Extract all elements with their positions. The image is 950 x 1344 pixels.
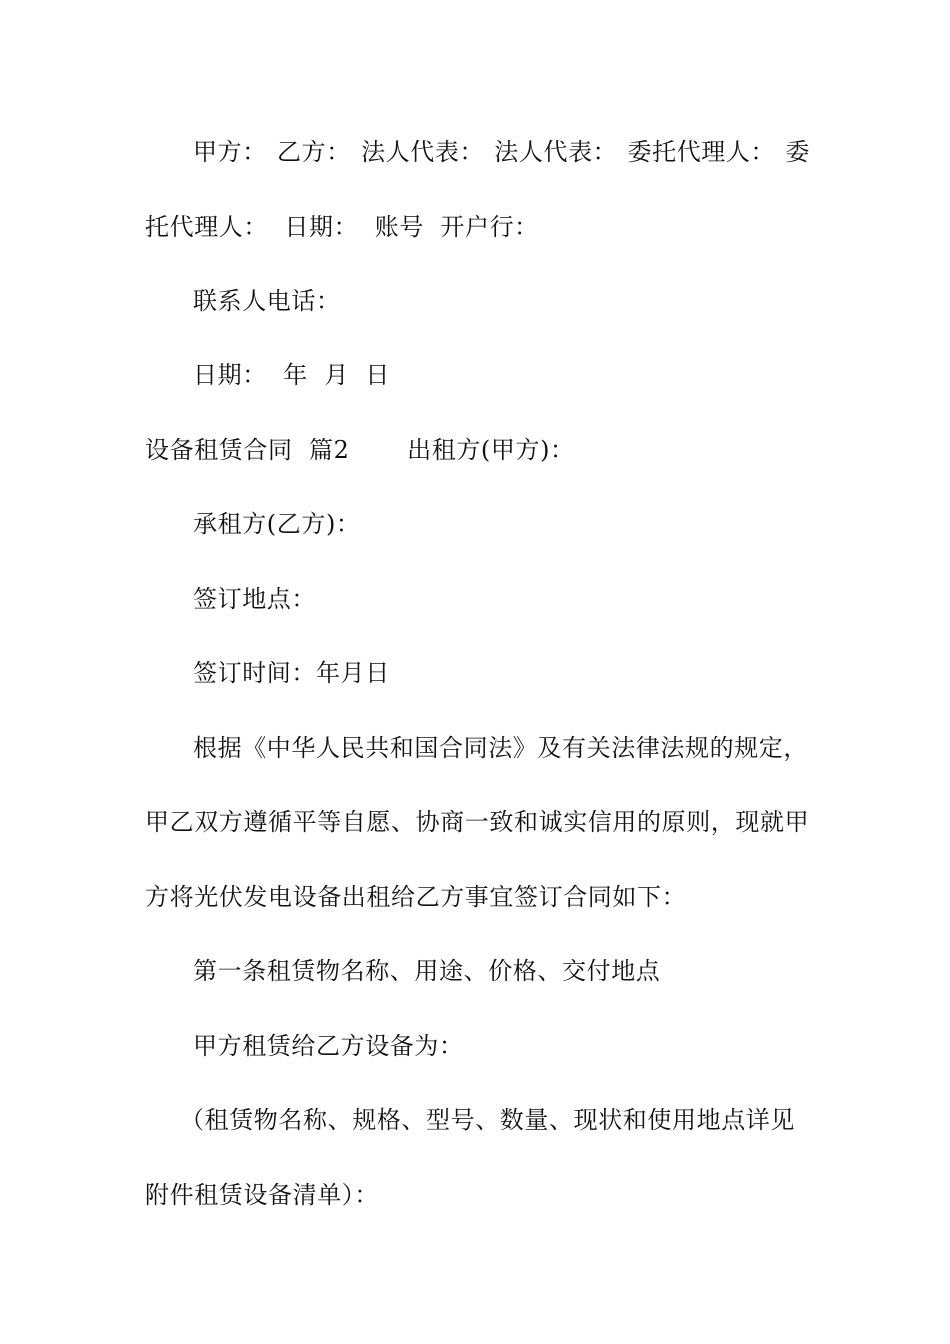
paragraph-line: 方将光伏发电设备出租给乙方事宜签订合同如下： xyxy=(145,883,687,911)
paragraph-line: （租赁物名称、规格、型号、数量、现状和使用地点详见 xyxy=(180,1106,795,1134)
signing-time-line: 签订时间：年月日 xyxy=(193,659,390,687)
signing-place-line: 签订地点： xyxy=(193,585,316,613)
paragraph-line: 根据《中华人民共和国合同法》及有关法律法规的规定， xyxy=(193,734,808,762)
contract-title-line: 设备租赁合同 篇2 出租方(甲方)： xyxy=(145,436,575,464)
party-a-label: 甲方： xyxy=(193,138,267,166)
paragraph-line: 甲方租赁给乙方设备为： xyxy=(193,1032,464,1060)
party-b-label: 乙方： xyxy=(277,138,351,166)
legal-rep-label: 法人代表： xyxy=(361,138,485,166)
date-line: 日期： 年 月 日 xyxy=(193,361,390,389)
contact-phone-line: 联系人电话： xyxy=(193,287,341,315)
article-heading: 第一条租赁物名称、用途、价格、交付地点 xyxy=(193,957,661,985)
paragraph-line: 附件租赁设备清单）： xyxy=(145,1181,379,1209)
agent-date-account-line: 托代理人： 日期： 账号 开户行： xyxy=(145,213,539,241)
party-signature-line xyxy=(193,136,810,168)
lessee-line: 承租方(乙方)： xyxy=(193,510,361,538)
agent-label: 委托代理人： xyxy=(627,138,776,166)
paragraph-line: 甲乙双方遵循平等自愿、协商一致和诚实信用的原则，现就甲 xyxy=(145,808,810,836)
agent-label-start: 委 xyxy=(785,138,810,166)
legal-rep-label: 法人代表： xyxy=(494,138,618,166)
